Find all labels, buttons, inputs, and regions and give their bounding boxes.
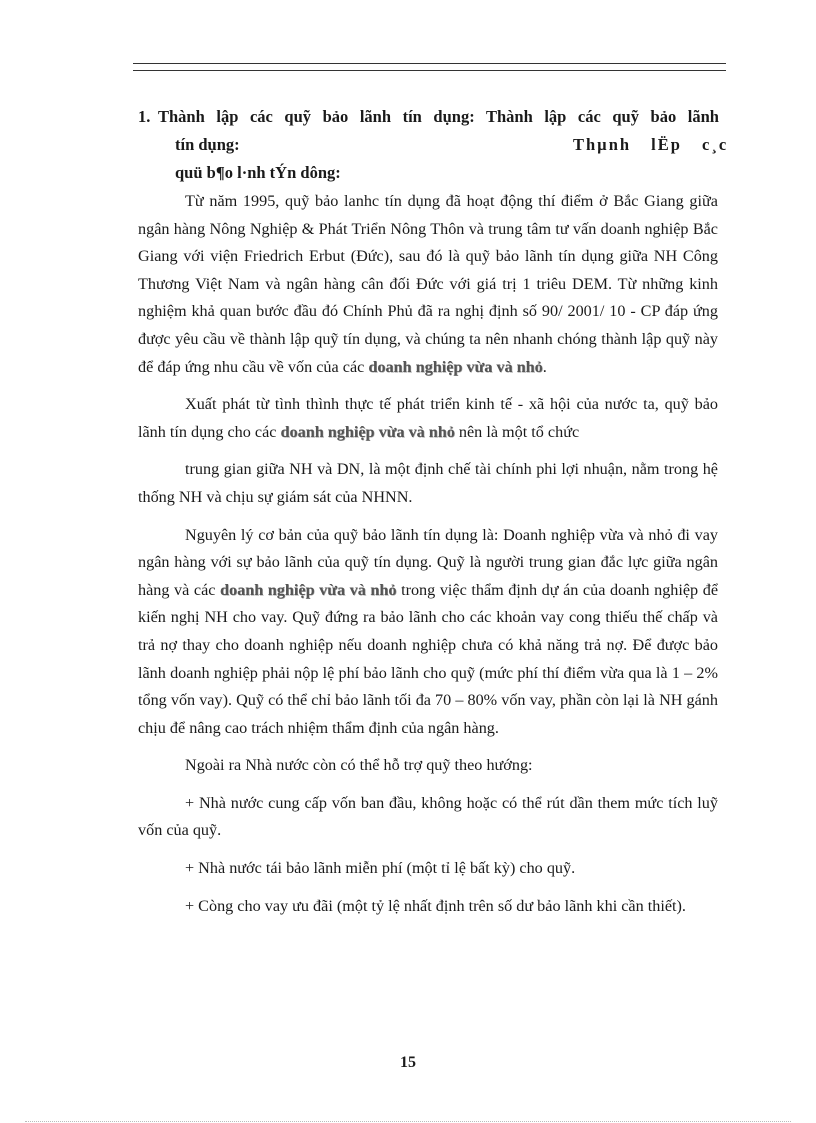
paragraph-text: Nguyên lý cơ bản của quỹ bảo lãnh tín dụng là: Doanh nghiệp vừa và nhỏ đi vay ngân hàng với sự bảo lãnh của quỹ tín dụng. Quỹ là người trung gian đắc lực giữa ngân hàng và các	[138, 525, 718, 599]
paragraph-text: trung gian giữa NH và DN, là một định chế tài chính phi lợi nhuận, nằm trong hệ thống NH và chịu sự giám sát của NHNN.	[138, 460, 718, 506]
heading-number: 1.	[138, 107, 151, 126]
heading-line-2a: tín dụng:	[175, 135, 240, 154]
page-bottom-rule	[25, 1121, 791, 1122]
paragraph-text: Xuất phát từ tình thình thực tế phát triển kinh tế - xã hội của nước ta, quỹ bảo lãnh tín dụng cho các	[138, 395, 718, 441]
bullet-initial-capital	[138, 790, 718, 845]
highlight-term: doanh nghiệp vừa và nhỏ	[220, 580, 397, 599]
paragraph-text: trong việc thẩm định dự án của doanh nghiệp để kiến nghị NH cho vay. Quỹ đứng ra bảo lãnh cho các khoản vay cong thiếu thế chấp và trả nợ thay cho doanh nghiệp nếu doanh nghiệp chưa có khả năng trả nợ. Để được bảo lãnh doanh nghiệp phải nộp lệ phí bảo lãnh cho quỹ (mức phí thí điểm vừa qua là 1 – 2% tổng vốn vay). Quỹ có thể chỉ bảo lãnh tối đa 70 – 80% vốn vay, phần còn lại là NH gánh chịu để nâng cao trách nhiệm thẩm định của ngân hàng.	[138, 580, 719, 737]
paragraph-text: nên là một tổ chức	[454, 422, 580, 441]
heading-line-3: quü b¶o l·nh tÝn dông:	[175, 163, 341, 182]
paragraph-state-support	[138, 752, 718, 780]
paragraph-text: + Nhà nước cung cấp vốn ban đầu, không hoặc có thể rút dần them mức tích luỹ vốn của quỹ.	[138, 793, 718, 840]
bullet-preferential-loan	[138, 893, 718, 921]
header-rule-top	[133, 63, 726, 64]
heading-line-1: Thành lập các quỹ bảo lãnh tín dụng: Thành lập các quỹ bảo lãnh	[158, 107, 719, 126]
paragraph-text: Ngoài ra Nhà nước còn có thể hỗ trợ quỹ theo hướng:	[185, 756, 533, 775]
paragraph-text: .	[542, 357, 547, 376]
highlight-term: doanh nghiệp vừa và nhỏ	[368, 357, 543, 376]
paragraph-origin	[138, 391, 718, 446]
paragraph-text: + Còng cho vay ưu đãi (một tỷ lệ nhất định trên số dư bảo lãnh khi cần thiết).	[185, 896, 686, 915]
header-rule-bottom	[133, 70, 726, 71]
paragraph-principle	[138, 522, 718, 743]
page-number: 15	[400, 1054, 416, 1071]
paragraph-history	[138, 188, 718, 381]
paragraph-text: + Nhà nước tái bảo lãnh miễn phí (một tỉ lệ bất kỳ) cho quỹ.	[185, 859, 576, 878]
heading-line-2b: Thµnh lËp c¸c	[573, 135, 729, 154]
paragraph-text: Từ năm 1995, quỹ bảo lanhc tín dụng đã hoạt động thí điểm ở Bắc Giang giữa ngân hàng Nông Nghiệp & Phát Triển Nông Thôn và trung tâm tư vấn doanh nghiệp Bắc Giang với viện Friedrich Erbut (Đức), sau đó là quỹ bảo lãnh tín dụng giữa NH Công Thương Việt Nam và ngân hàng cân đối Đức với giá trị 1 triêu DEM. Từ những kinh nghiệm khả quan bước đầu đó Chính Phủ đã ra nghị định số 90/ 2001/ 10 - CP đáp ứng được yêu cầu về thành lập quỹ tín dụng, và chúng ta nên nhanh chóng thành lập quỹ này để đáp ứng nhu cầu về vốn của các	[138, 192, 718, 376]
body-text	[138, 188, 718, 920]
highlight-term: doanh nghiệp vừa và nhỏ	[280, 422, 455, 441]
bullet-reguarantee	[138, 855, 718, 883]
paragraph-intermediary	[138, 456, 718, 511]
